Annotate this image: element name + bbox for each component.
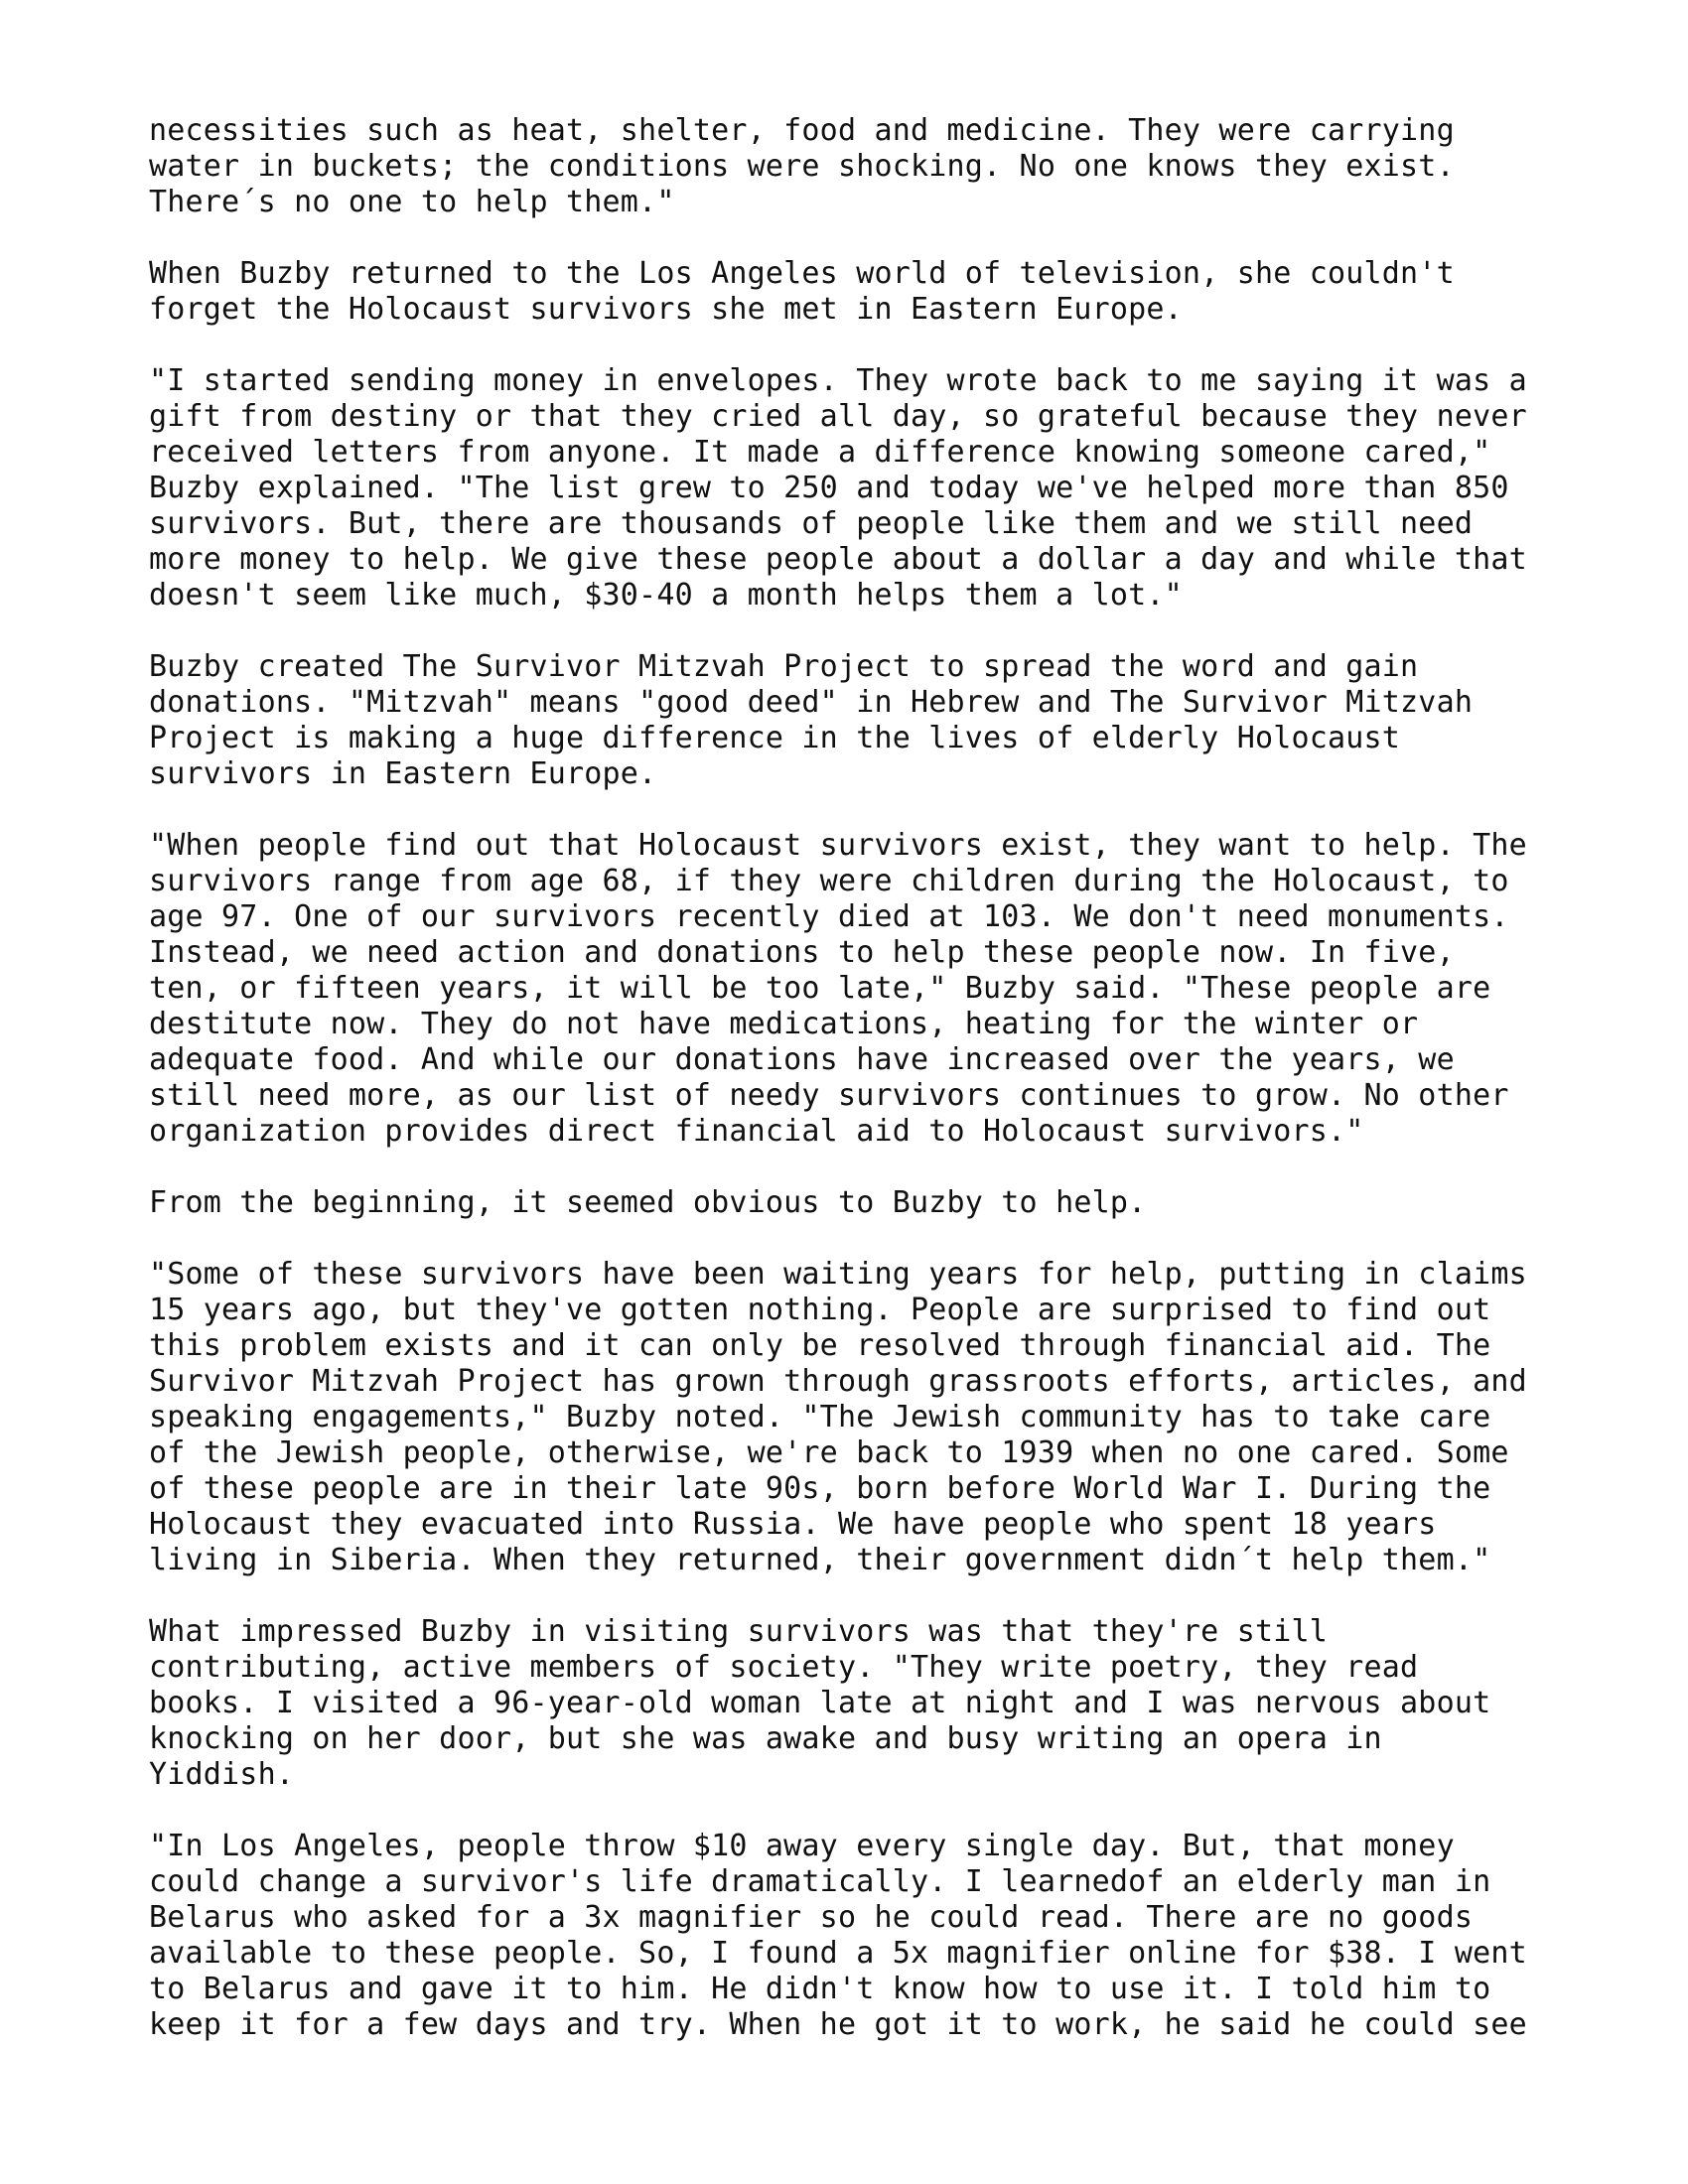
paragraph-2: When Buzby returned to the Los Angeles world of television, she couldn't forget the Holocaust survivors she met in Eastern Europe. (149, 256, 1455, 327)
paragraph-9: "In Los Angeles, people throw $10 away every single day. But, that money could change a survivor's life dramatically. I learnedof an elderly man in Belarus who asked for a 3x magnifier so he could read. There are no goods available to these people. So, I found a 5x magnifier online for $38. I went to Belarus and gave it to him. He didn't know how to use it. I told him to keep it for a few days and try. When he got it to work, he said he could see (149, 1829, 1527, 2042)
paragraph-3: "I started sending money in envelopes. They wrote back to me saying it was a gift from destiny or that they cried all day, so grateful because they never received letters from anyone. It made a difference knowing someone cared," Buzby explained. "The list grew to 250 and today we've helped more than 850 survivors. But, there are thousands of people like them and we still need more money to help. We give these people about a dollar a day and while that doesn't seem like much, $30-40 a month helps them a lot." (149, 363, 1527, 613)
paragraph-5: "When people find out that Holocaust survivors exist, they want to help. The survivors range from age 68, if they were children during the Holocaust, to age 97. One of our survivors recently died at 103. We don't need monuments. Instead, we need action and donations to help these people now. In five, ten, or fifteen years, it will be too late," Buzby said. "These people are destitute now. They do not have medications, heating for the winter or adequate food. And while our donations have increased over the years, we still need more, as our list of needy survivors continues to grow. No other organization provides direct financial aid to Holocaust survivors." (149, 828, 1527, 1149)
paragraph-1: necessities such as heat, shelter, food and medicine. They were carrying water in buckets; the conditions were shocking. No one knows they exist. There´s no one to help them." (149, 113, 1455, 219)
paragraph-7: "Some of these survivors have been waiting years for help, putting in claims 15 years ago, but they've gotten nothing. People are surprised to find out this problem exists and it can only be resolved through financial aid. The Survivor Mitzvah Project has grown through grassroots efforts, articles, and speaking engagements," Buzby noted. "The Jewish community has to take care of the Jewish people, otherwise, we're back to 1939 when no one cared. Some of these people are in their late 90s, born before World War I. During the Holocaust they evacuated into Russia. We have people who spent 18 years living in Siberia. When they returned, their government didn´t help them." (149, 1257, 1527, 1577)
article-body (149, 113, 1618, 2043)
paragraph-8: What impressed Buzby in visiting survivors was that they're still contributing, active members of society. "They write poetry, they read books. I visited a 96-year-old woman late at night and I was nervous about knocking on her door, but she was awake and busy writing an opera in Yiddish. (149, 1614, 1491, 1792)
paragraph-6: From the beginning, it seemed obvious to Buzby to help. (149, 1185, 1147, 1220)
paragraph-4: Buzby created The Survivor Mitzvah Project to spread the word and gain donations. "Mitzvah" means "good deed" in Hebrew and The Survivor Mitzvah Project is making a huge difference in the lives of elderly Holocaust survivors in Eastern Europe. (149, 649, 1474, 791)
